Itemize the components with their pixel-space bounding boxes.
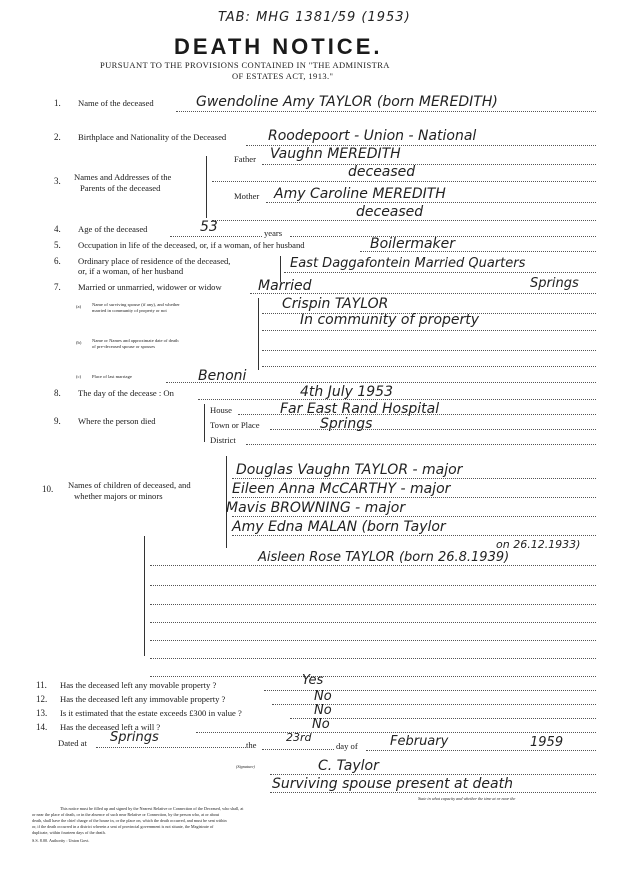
mother-status: deceased	[356, 204, 424, 220]
footer-line-5: duplicate, within fourteen days of the death.	[32, 830, 106, 835]
house-label: House	[210, 405, 232, 415]
field-number: 5.	[54, 240, 61, 250]
child-2: Eileen Anna McCARTHY - major	[232, 481, 451, 497]
spouse-b-text-2: of pre-deceased spouse or spouses	[92, 344, 156, 349]
field-number: 13.	[36, 708, 48, 718]
name-label: Name of the deceased	[78, 98, 154, 108]
estate-value-label: Is it estimated that the estate exceeds £300 in value ?	[60, 708, 242, 718]
immovable-property-value: No	[314, 689, 332, 704]
immovable-property-label: Has the deceased left any immovable property ?	[60, 694, 226, 704]
will-label: Has the deceased left a will ?	[60, 722, 161, 732]
estate-value-answer: No	[314, 703, 332, 718]
movable-property-label: Has the deceased left any movable property ?	[60, 680, 217, 690]
residence-label-2: or, if a woman, of her husband	[78, 266, 184, 276]
dated-at-label: Dated at	[58, 738, 87, 748]
father-value: Vaughn MEREDITH	[270, 146, 401, 162]
spouse-a-text-1: Name of surviving spouse (if any), and whether	[92, 302, 180, 307]
parents-label-1: Names and Addresses of the	[74, 172, 172, 182]
document-title: DEATH NOTICE.	[174, 34, 383, 59]
reference-number: TAB: MHG 1381/59 (1953)	[218, 10, 411, 25]
subtitle-line-2: OF ESTATES ACT, 1913."	[232, 71, 334, 81]
child-5: Aisleen Rose TAYLOR (born 26.8.1939)	[258, 550, 510, 565]
spouse-b-text-1: Name or Names and approximate date of death	[92, 338, 179, 343]
field-number: 14.	[36, 722, 48, 732]
spouse-c-marker: (c)	[76, 374, 82, 379]
age-value: 53	[200, 219, 218, 235]
field-number: 9.	[54, 416, 61, 426]
spouse-value: Crispin TAYLOR	[282, 296, 389, 312]
will-value: No	[312, 717, 330, 732]
residence-label-1: Ordinary place of residence of the deceased,	[78, 256, 231, 266]
field-number: 8.	[54, 388, 61, 398]
occupation-label: Occupation in life of the deceased, or, if a woman, of her husband	[78, 240, 305, 250]
footer-line-6: S.S. 8.00. Authority : Union Govt.	[32, 838, 90, 843]
field-number: 10.	[42, 484, 54, 494]
father-status: deceased	[348, 164, 416, 180]
marital-value: Married	[258, 278, 312, 294]
footer-line-3: death, shall have the chief charge of the house in, or the place on, which the death occurred, and must be sent within	[32, 818, 227, 823]
mother-label: Mother	[234, 191, 260, 201]
decease-date-value: 4th July 1953	[300, 384, 393, 400]
district-label: District	[210, 435, 236, 445]
dated-year: 1959	[530, 735, 564, 750]
child-4-note: on 26.12.1933)	[496, 538, 581, 551]
footer-line-1: This notice must be filled up and signed by the Nearest Relative or Connection of the Deceased, who shall, at	[60, 806, 244, 811]
children-label-2: whether majors or minors	[74, 491, 163, 501]
marital-label: Married or unmarried, widower or widow	[78, 282, 222, 292]
subtitle-line-1: PURSUANT TO THE PROVISIONS CONTAINED IN "THE ADMINISTRA	[100, 60, 390, 70]
field-number: 11.	[36, 680, 47, 690]
spouse-a-text-2: married in community of property or not	[92, 308, 167, 313]
dated-month: February	[390, 734, 449, 749]
occupation-value: Boilermaker	[370, 236, 456, 252]
children-label-1: Names of children of deceased, and	[68, 480, 191, 490]
child-3: Mavis BROWNING - major	[226, 500, 406, 516]
spouse-a-marker: (a)	[76, 304, 82, 309]
residence-value: East Daggafontein Married Quarters	[290, 256, 526, 271]
dated-day: 23rd	[286, 731, 312, 744]
spouse-b-marker: (b)	[76, 340, 82, 345]
signature-label: (Signature)	[236, 764, 255, 769]
footer-line-4: or, if the death occurred in a district wherein a seat of provincial government is not situate, the Magistrate of	[32, 824, 214, 829]
signature-name: C. Taylor	[318, 758, 379, 774]
place-of-death-label: Where the person died	[78, 416, 156, 426]
dated-place: Springs	[110, 730, 159, 745]
spouse-property-value: In community of property	[300, 312, 480, 328]
day-of-label: day of	[336, 741, 358, 751]
decease-date-label: The day of the decease : On	[78, 388, 174, 398]
age-label: Age of the deceased	[78, 224, 148, 234]
mother-value: Amy Caroline MEREDITH	[274, 186, 446, 202]
town-label: Town or Place	[210, 420, 260, 430]
movable-property-value: Yes	[302, 673, 324, 688]
the-label: the	[246, 740, 257, 750]
marriage-place-value: Benoni	[198, 368, 247, 384]
residence-value-2: Springs	[530, 276, 579, 291]
town-value: Springs	[320, 416, 373, 432]
years-label: years	[264, 228, 283, 238]
child-1: Douglas Vaughn TAYLOR - major	[236, 462, 463, 478]
field-number: 3.	[54, 176, 61, 186]
name-of-deceased-value: Gwendoline Amy TAYLOR (born MEREDITH)	[196, 94, 498, 110]
capacity-note: State in what capacity and whether the time at or near the	[418, 796, 516, 801]
child-4: Amy Edna MALAN (born Taylor	[232, 519, 446, 535]
signature-capacity: Surviving spouse present at death	[272, 776, 513, 792]
father-label: Father	[234, 154, 256, 164]
marriage-place-label: Place of last marriage	[92, 374, 132, 379]
birthplace-value: Roodepoort - Union - National	[268, 128, 477, 144]
birthplace-label: Birthplace and Nationality of the Deceased	[78, 132, 227, 142]
field-number: 4.	[54, 224, 61, 234]
field-number: 6.	[54, 256, 61, 266]
house-value: Far East Rand Hospital	[280, 401, 440, 417]
field-number: 7.	[54, 282, 61, 292]
field-number: 12.	[36, 694, 48, 704]
field-number: 1.	[54, 98, 61, 108]
parents-label-2: Parents of the deceased	[80, 183, 161, 193]
field-number: 2.	[54, 132, 61, 142]
footer-line-2: or near the place of death, or in the absence of such near Relative or Connection, by the person who, at or about	[32, 812, 220, 817]
